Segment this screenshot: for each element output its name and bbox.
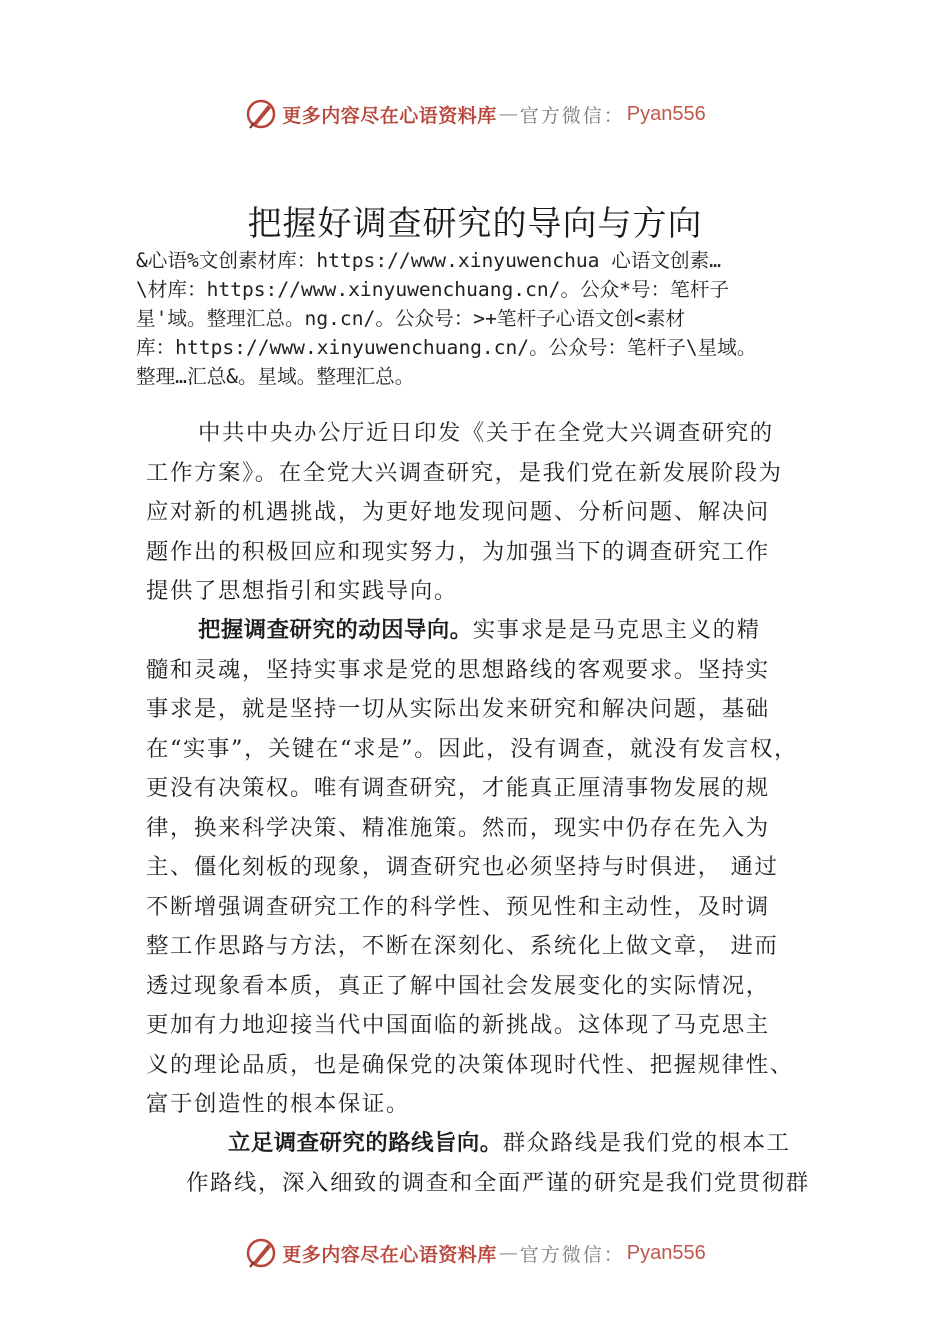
banner-label: 官方微信： xyxy=(519,104,625,127)
footer-watermark-banner xyxy=(0,1233,950,1273)
paragraph-line: 更没有决策权。唯有调查研究，才能真正厘清事物发展的规 xyxy=(146,775,770,801)
banner-text: 更多内容尽在心语资料库 xyxy=(282,104,497,127)
quill-pen-icon xyxy=(244,97,278,131)
header-watermark-banner xyxy=(0,94,950,134)
paragraph-line: 透过现象看本质，真正了解中国社会发展变化的实际情况， xyxy=(146,972,770,999)
header-line: 星'域。整理汇总。ng.cn/。公众号：>+笔杆子心语文创<素材 xyxy=(136,307,686,330)
paragraph-line: 事求是，就是坚持一切从实际出发来研究和解决问题，基础 xyxy=(146,696,770,722)
paragraph-route xyxy=(146,1124,810,1203)
paragraph-line: 提供了思想指引和实践导向。 xyxy=(146,578,458,604)
banner-text: 更多内容尽在心语资料库 xyxy=(282,1243,497,1266)
document-title: 把握好调查研究的导向与方向 xyxy=(247,204,703,244)
paragraph-line: 工作方案》。在全党大兴调查研究，是我们党在新发展阶段为 xyxy=(146,459,783,486)
paragraph-line: 髓和灵魂，坚持实事求是党的思想路线的客观要求。坚持实 xyxy=(146,656,770,683)
paragraph-intro xyxy=(146,414,783,612)
paragraph-line: 更加有力地迎接当代中国面临的新挑战。这体现了马克思主 xyxy=(146,1012,770,1038)
banner-separator: — xyxy=(498,1242,518,1264)
source-header-block xyxy=(136,246,836,391)
paragraph-line: 作路线，深入细致的调查和全面严谨的研究是我们党贯彻群 xyxy=(186,1169,810,1196)
quill-pen-icon xyxy=(244,1236,278,1270)
paragraph-line: 主、僵化刻板的现象，调查研究也必须坚持与时俱进， 通过 xyxy=(146,854,779,880)
banner-wechat-id: Pyan556 xyxy=(626,1241,706,1264)
header-line: 整理…汇总&。星域。整理汇总。 xyxy=(136,365,415,388)
paragraph-line: 应对新的机遇挑战，为更好地发现问题、分析问题、解决问 xyxy=(146,499,770,525)
paragraph-text: 群众路线是我们党的根本工 xyxy=(502,1130,791,1156)
banner-label: 官方微信： xyxy=(519,1243,625,1266)
banner-wechat-id: Pyan556 xyxy=(626,102,706,125)
paragraph-line: 不断增强调查研究工作的科学性、预见性和主动性，及时调 xyxy=(146,893,770,920)
paragraph-line: 题作出的积极回应和现实努力，为加强当下的调查研究工作 xyxy=(146,538,770,565)
banner-separator: — xyxy=(498,103,518,125)
paragraph-line: 整工作思路与方法，不断在深刻化、系统化上做文章， 进而 xyxy=(146,933,779,959)
paragraph-text: 实事求是是马克思主义的精 xyxy=(472,617,761,643)
paragraph-line: 在“实事”，关键在“求是”。因此，没有调查，就没有发言权， xyxy=(146,735,798,762)
paragraph-line: 中共中央办公厅近日印发《关于在全党大兴调查研究的 xyxy=(198,420,774,446)
paragraph-line: 义的理论品质，也是确保党的决策体现时代性、把握规律性、 xyxy=(146,1051,794,1078)
paragraph-first-line xyxy=(146,611,798,651)
paragraph-first-line xyxy=(146,1124,810,1164)
section-heading: 把握调查研究的动因导向。 xyxy=(198,617,473,643)
paragraph-line: 富于创造性的根本保证。 xyxy=(146,1091,410,1117)
section-heading: 立足调查研究的路线旨向。 xyxy=(228,1130,503,1156)
paragraph-line: 律，换来科学决策、精准施策。然而，现实中仍存在先入为 xyxy=(146,814,770,841)
paragraph-motivation xyxy=(146,611,798,1125)
header-line: \材库：https://www.xinyuwenchuang.cn/。公众*号：笔杆子 xyxy=(136,278,730,301)
header-line: 库：https://www.xinyuwenchuang.cn/。公众号：笔杆子\星域。 xyxy=(136,336,757,359)
header-line: &心语%文创素材库：https://www.xinyuwenchua 心语文创素… xyxy=(136,249,722,272)
